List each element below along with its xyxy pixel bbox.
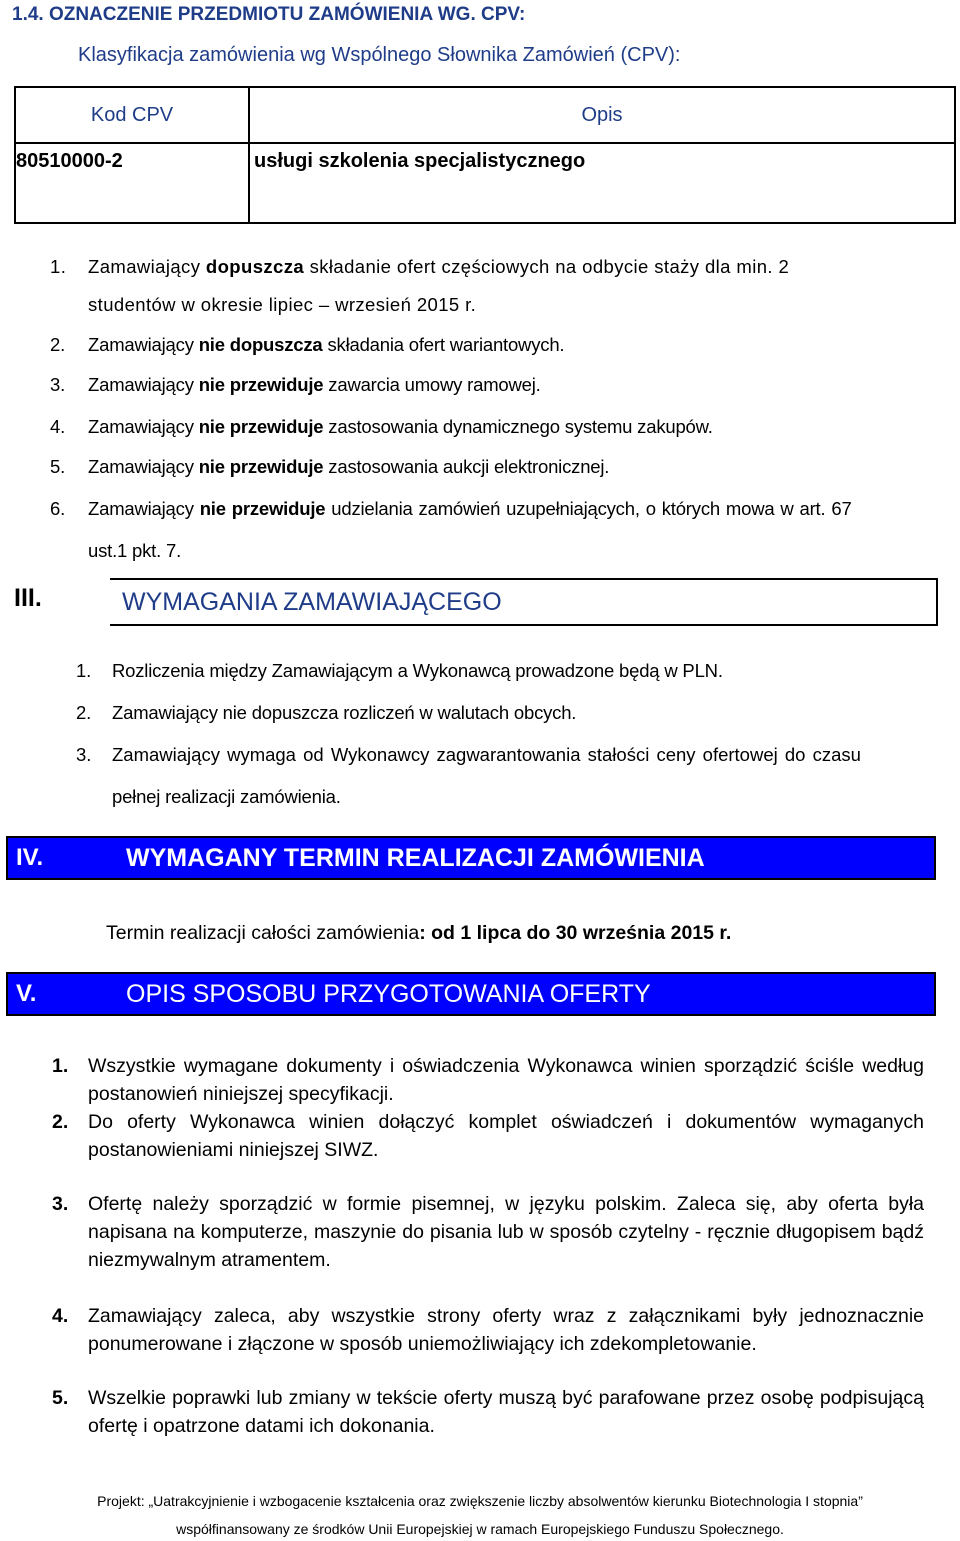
list-item: 5. Wszelkie poprawki lub zmiany w tekście oferty muszą być parafowane przez osobę podpisującą ofertę i opatrzone datami ich dokonania. [52,1387,924,1437]
list-item: 1. Rozliczenia między Zamawiającym a Wykonawcą prowadzone będą w PLN. [76,660,723,681]
list-item: 4. Zamawiający zaleca, aby wszystkie strony oferty wraz z załącznikami były jednoznacznie ponumerowane i złączone w sposób uniemożliwiający ich zdekompletowanie. [52,1305,924,1355]
cpv-code-cell: 80510000-2 [15,143,249,223]
section-title: OPIS SPOSOBU PRZYGOTOWANIA OFERTY [126,980,651,1008]
section-number: V. [16,980,37,1007]
table-row [15,143,955,223]
list-item: 3. Zamawiający wymaga od Wykonawcy zagwarantowania stałości ceny ofertowej do czasu [76,744,861,765]
cpv-subtitle: Klasyfikacja zamówienia wg Wspólnego Słownika Zamówień (CPV): [78,44,681,66]
section-title-box [110,578,938,626]
section-number: IV. [16,844,44,871]
term-value: : od 1 lipca do 30 września 2015 r. [419,922,732,944]
list-item-continuation: studentów w okresie lipiec – wrzesień 2015 r. [88,294,477,315]
list-item: 2. Zamawiający nie dopuszcza składania ofert wariantowych. [50,334,565,355]
list-item: 3. Zamawiający nie przewiduje zawarcia umowy ramowej. [50,374,541,395]
section-heading: 1.4. OZNACZENIE PRZEDMIOTU ZAMÓWIENIA WG. CPV: [12,4,526,25]
footer-project: Projekt: „Uatrakcyjnienie i wzbogacenie kształcenia oraz zwiększenie liczby absolwentów kierunku Biotechnologia I stopnia” [97,1493,863,1509]
section-title: WYMAGANY TERMIN REALIZACJI ZAMÓWIENIA [126,844,705,872]
footer-funding: współfinansowany ze środków Unii Europejskiej w ramach Europejskiego Funduszu Społecznego. [176,1521,784,1537]
cpv-desc-header: Opis [249,87,955,143]
list-item: 1. Wszystkie wymagane dokumenty i oświadczenia Wykonawca winien sporządzić ściśle według postanowień niniejszej specyfikacji. [52,1055,924,1105]
list-item: 2. Zamawiający nie dopuszcza rozliczeń w walutach obcych. [76,702,577,723]
list-item: 2. Do oferty Wykonawca winien dołączyć komplet oświadczeń i dokumentów wymaganych postanowieniami niniejszej SIWZ. [52,1111,924,1161]
section-title: WYMAGANIA ZAMAWIAJĄCEGO [122,588,502,616]
term-label: Termin realizacji całości zamówienia [106,922,420,944]
list-item-continuation: pełnej realizacji zamówienia. [112,786,341,807]
section-banner [6,836,936,880]
section-banner [6,972,936,1016]
list-item: 3. Ofertę należy sporządzić w formie pisemnej, w języku polskim. Zaleca się, aby oferta była napisana na komputerze, maszynie do pisania lub w sposób czytelny - ręcznie długopisem bądź niezmywalnym atramentem. [52,1193,924,1271]
cpv-table [14,86,956,224]
cpv-code-header: Kod CPV [15,87,249,143]
term-line [106,922,731,945]
section-number: III. [14,584,42,612]
list-item: 6. Zamawiający nie przewiduje udzielania zamówień uzupełniających, o których mowa w art. 67 [50,498,852,519]
list-item: 1. Zamawiający dopuszcza składanie ofert częściowych na odbycie staży dla min. 2 [50,256,790,277]
list-item-continuation: ust.1 pkt. 7. [88,540,182,561]
list-item: 4. Zamawiający nie przewiduje zastosowania dynamicznego systemu zakupów. [50,416,713,437]
cpv-desc-cell: usługi szkolenia specjalistycznego [249,143,955,223]
list-item: 5. Zamawiający nie przewiduje zastosowania aukcji elektronicznej. [50,456,610,477]
